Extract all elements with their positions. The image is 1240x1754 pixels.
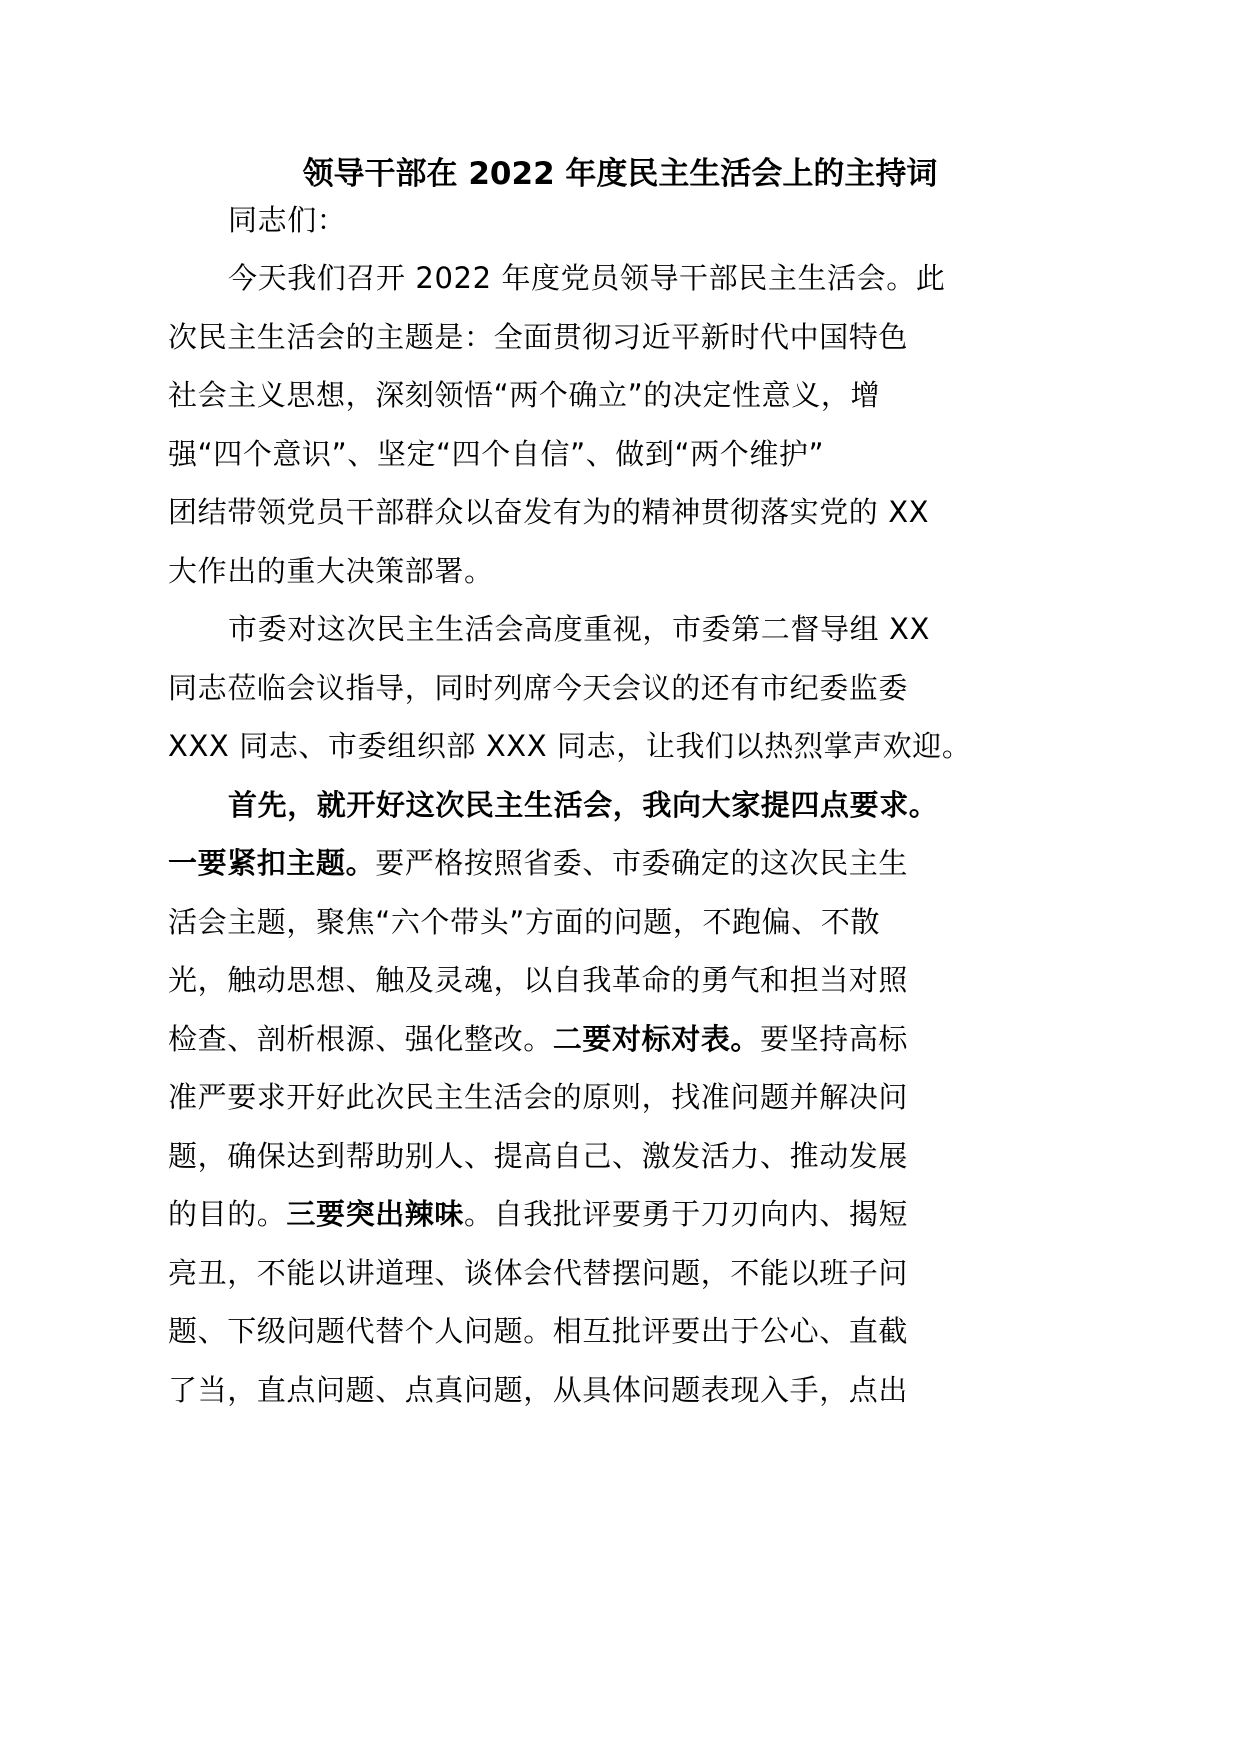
text-line <box>168 434 824 474</box>
text-line <box>168 960 908 1000</box>
text-line <box>228 609 930 649</box>
text-segment: 活会主题，聚焦“六个带头”方面的问题，不跑偏、不散 <box>168 904 881 939</box>
text-segment: 强“四个意识”、坚定“四个自信”、做到“两个维护” <box>168 436 825 471</box>
text-segment: XXX 同志、市委组织部 XXX 同志，让我们以热烈掌声欢迎。 <box>168 729 972 763</box>
text-line <box>168 317 908 357</box>
text-line <box>168 551 494 591</box>
text-line <box>168 1077 908 1117</box>
text-segment: 题、下级问题代替个人问题。相互批评要出于公心、直截 <box>168 1314 909 1348</box>
bold-text-segment: 二要对标对表。 <box>552 1021 761 1056</box>
text-line <box>168 1019 908 1059</box>
text-segment: 要严格按照省委、市委确定的这次民主生 <box>375 846 909 880</box>
text-segment: 市委对这次民主生活会高度重视，市委第二督导组 XX <box>228 612 930 646</box>
bold-text-segment: 一要紧扣主题。 <box>168 846 376 880</box>
salutation: 同志们： <box>228 203 347 237</box>
text-segment: 要坚持高标 <box>760 1021 909 1056</box>
text-line <box>228 785 938 825</box>
text-line <box>168 668 908 708</box>
text-line <box>168 492 929 532</box>
bold-text-segment: 首先，就开好这次民主生活会，我向大家提四点要求。 <box>228 787 939 822</box>
text-segment: 大作出的重大决策部署。 <box>168 553 494 588</box>
text-line <box>168 1311 908 1351</box>
text-line <box>168 726 971 766</box>
text-segment: 亮丑，不能以讲道理、谈体会代替摆问题，不能以班子问 <box>168 1255 909 1290</box>
text-line <box>168 1370 908 1410</box>
bold-text-segment: 三要突出辣味 <box>286 1197 465 1231</box>
text-segment: 准严要求开好此次民主生活会的原则，找准问题并解决问 <box>168 1080 909 1114</box>
text-segment: 次民主生活会的主题是：全面贯彻习近平新时代中国特色 <box>168 319 909 354</box>
text-segment: 题，确保达到帮助别人、提高自己、激发活力、推动发展 <box>168 1138 909 1173</box>
text-line <box>168 902 880 942</box>
text-line <box>168 1253 908 1293</box>
text-line <box>168 375 880 415</box>
text-line <box>168 1136 908 1176</box>
text-segment: 同志莅临会议指导，同时列席今天会议的还有市纪委监委 <box>168 670 909 705</box>
text-segment: 今天我们召开 2022 年度党员领导干部民主生活会。此 <box>228 261 946 295</box>
text-segment: 了当，直点问题、点真问题，从具体问题表现入手，点出 <box>168 1372 909 1407</box>
document-title: 领导干部在 2022 年度民主生活会上的主持词 <box>302 156 938 192</box>
text-segment: 光，触动思想、触及灵魂，以自我革命的勇气和担当对照 <box>168 963 909 997</box>
text-segment: 社会主义思想，深刻领悟“两个确立”的决定性意义，增 <box>168 378 881 412</box>
text-line <box>228 258 945 298</box>
text-segment: 团结带领党员干部群众以奋发有为的精神贯彻落实党的 XX <box>168 495 930 529</box>
text-line <box>168 843 908 883</box>
text-segment: 检查、剖析根源、强化整改。 <box>168 1021 553 1056</box>
text-segment: 。自我批评要勇于刀刃向内、揭短 <box>464 1197 909 1231</box>
text-line <box>168 1194 908 1234</box>
text-segment: 的目的。 <box>168 1197 287 1231</box>
